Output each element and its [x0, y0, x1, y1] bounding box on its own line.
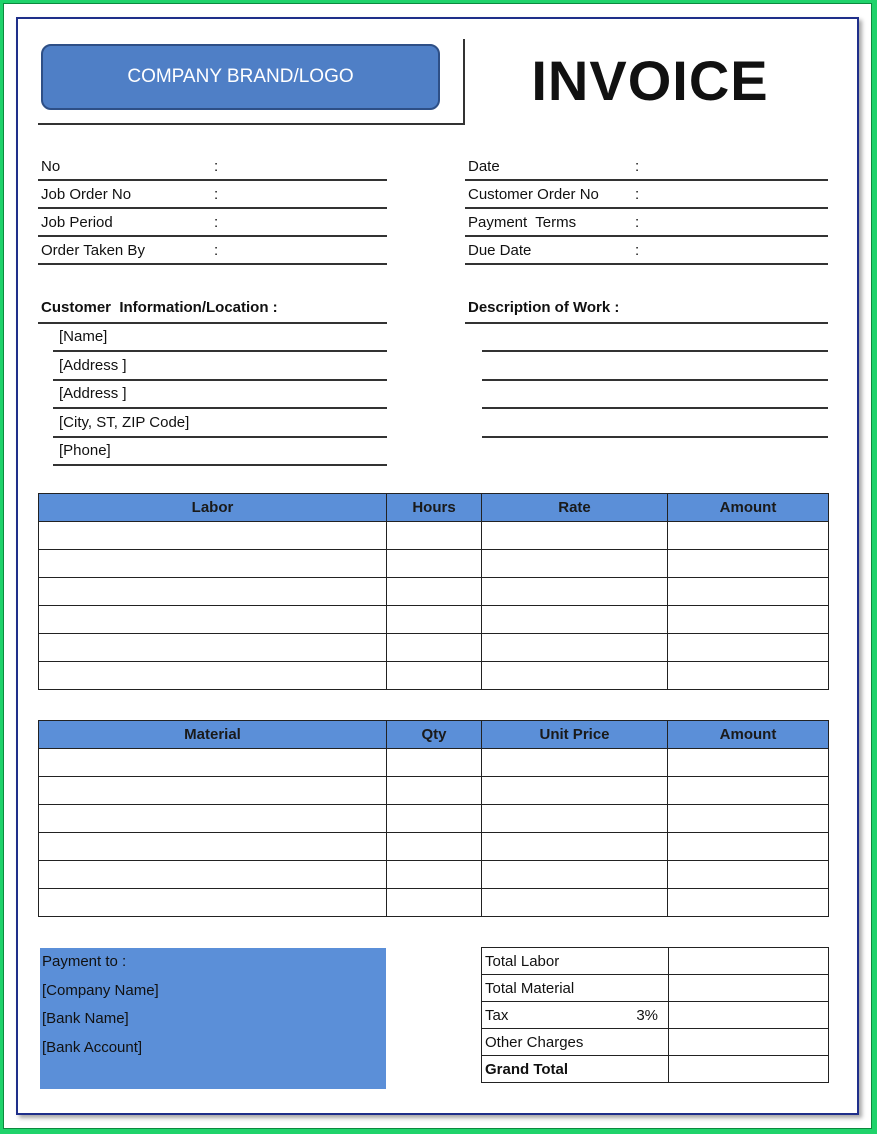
work-rule: [482, 379, 828, 381]
field-colon: :: [635, 214, 640, 231]
total-material-label: Total Material: [482, 975, 669, 1002]
qty-cell[interactable]: [387, 749, 482, 777]
amount-cell[interactable]: [668, 749, 829, 777]
amount-cell[interactable]: [668, 606, 829, 634]
material-cell[interactable]: [39, 805, 387, 833]
payment-info-box: [40, 948, 386, 1089]
rate-cell[interactable]: [482, 606, 668, 634]
labor-column-header: Labor: [39, 494, 387, 522]
table-row: [39, 861, 829, 889]
field-no: [38, 153, 387, 181]
table-row: [39, 634, 829, 662]
unit-price-column-header: Unit Price: [482, 721, 668, 749]
field-colon: :: [635, 186, 640, 203]
other-charges-label: Other Charges: [482, 1029, 669, 1056]
customer-rule: [53, 407, 387, 409]
unit-price-cell[interactable]: [482, 777, 668, 805]
customer-rule: [53, 464, 387, 466]
material-table: [38, 720, 829, 917]
field-job-period: [38, 209, 387, 237]
unit-price-cell[interactable]: [482, 749, 668, 777]
amount-column-header: Amount: [668, 721, 829, 749]
unit-price-cell[interactable]: [482, 833, 668, 861]
amount-cell[interactable]: [668, 833, 829, 861]
hours-cell[interactable]: [387, 550, 482, 578]
material-cell[interactable]: [39, 777, 387, 805]
header-divider-vertical: [463, 39, 465, 125]
right-fields: [465, 153, 828, 265]
total-labor-row: [482, 948, 829, 975]
field-colon: :: [635, 158, 640, 175]
amount-cell[interactable]: [668, 662, 829, 690]
payment-bank-account: [Bank Account]: [42, 1038, 143, 1056]
qty-cell[interactable]: [387, 777, 482, 805]
field-job-order-no: [38, 181, 387, 209]
material-header-row: [39, 721, 829, 749]
table-row: [39, 833, 829, 861]
material-cell[interactable]: [39, 889, 387, 917]
table-row: [39, 805, 829, 833]
field-customer-order-no: [465, 181, 828, 209]
qty-cell[interactable]: [387, 861, 482, 889]
table-row: [39, 550, 829, 578]
company-brand-logo: [41, 44, 440, 110]
totals-table: [481, 947, 829, 1083]
customer-name: [Name]: [59, 328, 108, 345]
rate-column-header: Rate: [482, 494, 668, 522]
total-labor-label: Total Labor: [482, 948, 669, 975]
field-order-taken-by: [38, 237, 387, 265]
rate-cell[interactable]: [482, 578, 668, 606]
customer-heading-rule: [38, 322, 387, 324]
work-rule: [482, 350, 828, 352]
labor-cell[interactable]: [39, 578, 387, 606]
customer-address-2: [Address ]: [59, 385, 127, 402]
field-colon: :: [214, 214, 219, 231]
table-row: [39, 889, 829, 917]
table-row: [39, 662, 829, 690]
labor-cell[interactable]: [39, 606, 387, 634]
unit-price-cell[interactable]: [482, 889, 668, 917]
labor-table: [38, 493, 829, 690]
table-row: [39, 606, 829, 634]
table-row: [39, 749, 829, 777]
hours-cell[interactable]: [387, 578, 482, 606]
customer-rule: [53, 350, 387, 352]
left-fields: [38, 153, 387, 265]
material-cell[interactable]: [39, 749, 387, 777]
field-colon: :: [214, 242, 219, 259]
rate-cell[interactable]: [482, 550, 668, 578]
customer-info-heading: Customer Information/Location :: [41, 299, 278, 316]
labor-header-row: [39, 494, 829, 522]
tax-rate: 3%: [636, 1006, 658, 1024]
amount-cell[interactable]: [668, 634, 829, 662]
material-cell[interactable]: [39, 861, 387, 889]
amount-cell[interactable]: [668, 550, 829, 578]
field-due-date: [465, 237, 828, 265]
other-charges-value[interactable]: [669, 1029, 829, 1056]
tax-label: Tax: [485, 1006, 509, 1024]
header-divider-horizontal: [38, 123, 465, 125]
labor-cell[interactable]: [39, 634, 387, 662]
grand-total-label: Grand Total: [482, 1056, 669, 1083]
tax-label-cell: [482, 1002, 669, 1029]
table-row: [39, 522, 829, 550]
total-material-value[interactable]: [669, 975, 829, 1002]
amount-cell[interactable]: [668, 522, 829, 550]
field-payment-terms: [465, 209, 828, 237]
payment-heading: Payment to :: [42, 953, 127, 970]
payment-company-name: [Company Name]: [42, 981, 159, 999]
unit-price-cell[interactable]: [482, 805, 668, 833]
qty-column-header: Qty: [387, 721, 482, 749]
labor-cell[interactable]: [39, 550, 387, 578]
field-label: Date: [468, 158, 500, 175]
work-heading-rule: [465, 322, 828, 324]
customer-rule: [53, 436, 387, 438]
hours-cell[interactable]: [387, 606, 482, 634]
hours-cell[interactable]: [387, 522, 482, 550]
tax-value[interactable]: [669, 1002, 829, 1029]
work-rule: [482, 407, 828, 409]
field-colon: :: [214, 186, 219, 203]
field-label: Order Taken By: [41, 242, 145, 259]
field-label: Customer Order No: [468, 186, 599, 203]
amount-cell[interactable]: [668, 777, 829, 805]
qty-cell[interactable]: [387, 805, 482, 833]
other-charges-row: [482, 1029, 829, 1056]
total-material-row: [482, 975, 829, 1002]
grand-total-row: [482, 1056, 829, 1083]
work-description-heading: Description of Work :: [468, 299, 620, 316]
table-row: [39, 777, 829, 805]
customer-rule: [53, 379, 387, 381]
amount-column-header: Amount: [668, 494, 829, 522]
field-label: Payment Terms: [468, 214, 577, 231]
tax-row: [482, 1002, 829, 1029]
customer-city-zip: [City, ST, ZIP Code]: [59, 414, 190, 431]
qty-cell[interactable]: [387, 889, 482, 917]
rate-cell[interactable]: [482, 662, 668, 690]
field-label: Due Date: [468, 242, 532, 259]
amount-cell[interactable]: [668, 805, 829, 833]
field-colon: :: [214, 158, 219, 175]
hours-cell[interactable]: [387, 662, 482, 690]
labor-cell[interactable]: [39, 662, 387, 690]
customer-address-1: [Address ]: [59, 357, 127, 374]
payment-bank-name: [Bank Name]: [42, 1010, 129, 1027]
field-date: [465, 153, 828, 181]
brand-logo-label: COMPANY BRAND/LOGO: [127, 66, 354, 87]
amount-cell[interactable]: [668, 889, 829, 917]
total-labor-value[interactable]: [669, 948, 829, 975]
hours-column-header: Hours: [387, 494, 482, 522]
work-rule: [482, 436, 828, 438]
unit-price-cell[interactable]: [482, 861, 668, 889]
qty-cell[interactable]: [387, 833, 482, 861]
invoice-title: INVOICE: [531, 49, 769, 112]
customer-phone: [Phone]: [59, 442, 111, 459]
rate-cell[interactable]: [482, 522, 668, 550]
material-column-header: Material: [39, 721, 387, 749]
field-label: Job Order No: [41, 186, 132, 203]
amount-cell[interactable]: [668, 861, 829, 889]
labor-cell[interactable]: [39, 522, 387, 550]
amount-cell[interactable]: [668, 578, 829, 606]
field-colon: :: [635, 242, 640, 259]
grand-total-value[interactable]: [669, 1056, 829, 1083]
field-label: Job Period: [41, 214, 113, 231]
field-label: No: [41, 158, 61, 175]
hours-cell[interactable]: [387, 634, 482, 662]
rate-cell[interactable]: [482, 634, 668, 662]
table-row: [39, 578, 829, 606]
material-cell[interactable]: [39, 833, 387, 861]
